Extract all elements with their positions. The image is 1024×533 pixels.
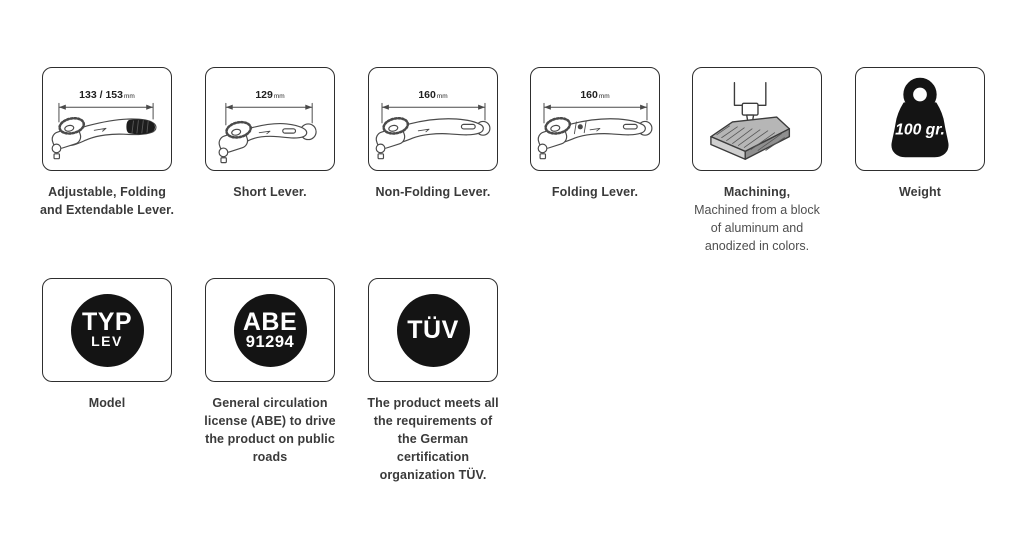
caption-line: Machined from a block [694,203,820,217]
dimension-value: 133 / 153 [79,89,123,101]
badge-text-secondary: LEV [91,333,123,350]
dimension-label [580,89,609,103]
feature-tuv-certification [368,278,498,484]
caption-line: the German [397,432,469,446]
card-tuv-certification [368,278,498,382]
caption-line: General circulation [212,396,328,410]
feature-abe-license [205,278,335,466]
typ-lev-badge-icon [71,294,144,367]
feature-non-folding-lever [368,67,498,201]
tuv-badge-icon [397,294,470,367]
caption-line: Adjustable, Folding [48,185,166,199]
badge-text-primary: TÜV [407,316,459,344]
weight-icon [856,68,984,170]
feature-short-lever [205,67,335,201]
feature-adjustable-lever [39,67,175,219]
folding-lever-diagram-icon [531,68,659,170]
dimension-label [255,89,284,103]
card-folding-lever [530,67,660,171]
card-caption [345,394,521,484]
card-caption [182,394,358,466]
dimension-label [418,89,447,103]
caption-line: the product on public [205,432,335,446]
badge-text-primary: TYP [81,308,133,337]
card-weight [855,67,985,171]
card-caption [832,183,1008,201]
non-folding-lever-diagram-icon [369,68,497,170]
card-caption [345,183,521,201]
caption-line: Short Lever. [233,185,307,199]
short-lever-diagram-icon [206,68,334,170]
card-abe-license [205,278,335,382]
caption-line: license (ABE) to drive [204,414,336,428]
adjustable-lever-diagram-icon [43,68,171,170]
caption-line: of aluminum and [710,221,804,235]
caption-line: roads [252,450,288,464]
dimension-value: 160 [580,89,598,101]
feature-folding-lever [530,67,660,201]
caption-line: The product meets all [367,396,499,410]
card-caption [19,183,195,219]
dimension-unit: mm [123,93,135,100]
dimension-unit: mm [436,93,448,100]
caption-line: anodized in colors. [704,239,810,253]
card-short-lever [205,67,335,171]
card-caption [507,183,683,201]
caption-line: Model [88,396,126,410]
dimension-label [79,89,135,103]
dimension-unit: mm [598,93,610,100]
dimension-value: 129 [255,89,273,101]
card-caption [19,394,195,412]
caption-line: organization TÜV. [379,468,487,482]
card-non-folding-lever [368,67,498,171]
card-caption [182,183,358,201]
dimension-value: 160 [418,89,436,101]
card-adjustable-lever [42,67,172,171]
caption-line: Machining, [723,185,791,199]
caption-line: Non-Folding Lever. [375,185,491,199]
feature-machining [692,67,822,255]
caption-line: Weight [898,185,942,199]
feature-weight [855,67,985,201]
badge-text-primary: ABE [242,307,298,336]
card-caption [669,183,845,255]
feature-model [42,278,172,412]
weight-value-label: 100 gr. [895,121,945,139]
machining-icon [693,68,821,170]
caption-line: Folding Lever. [551,185,639,199]
caption-line: the requirements of [373,414,493,428]
badge-text-secondary: 91294 [245,332,295,351]
abe-badge-icon [234,294,307,367]
card-model [42,278,172,382]
caption-line: certification [396,450,470,464]
caption-line: and Extendable Lever. [39,203,175,217]
dimension-unit: mm [273,93,285,100]
card-machining [692,67,822,171]
